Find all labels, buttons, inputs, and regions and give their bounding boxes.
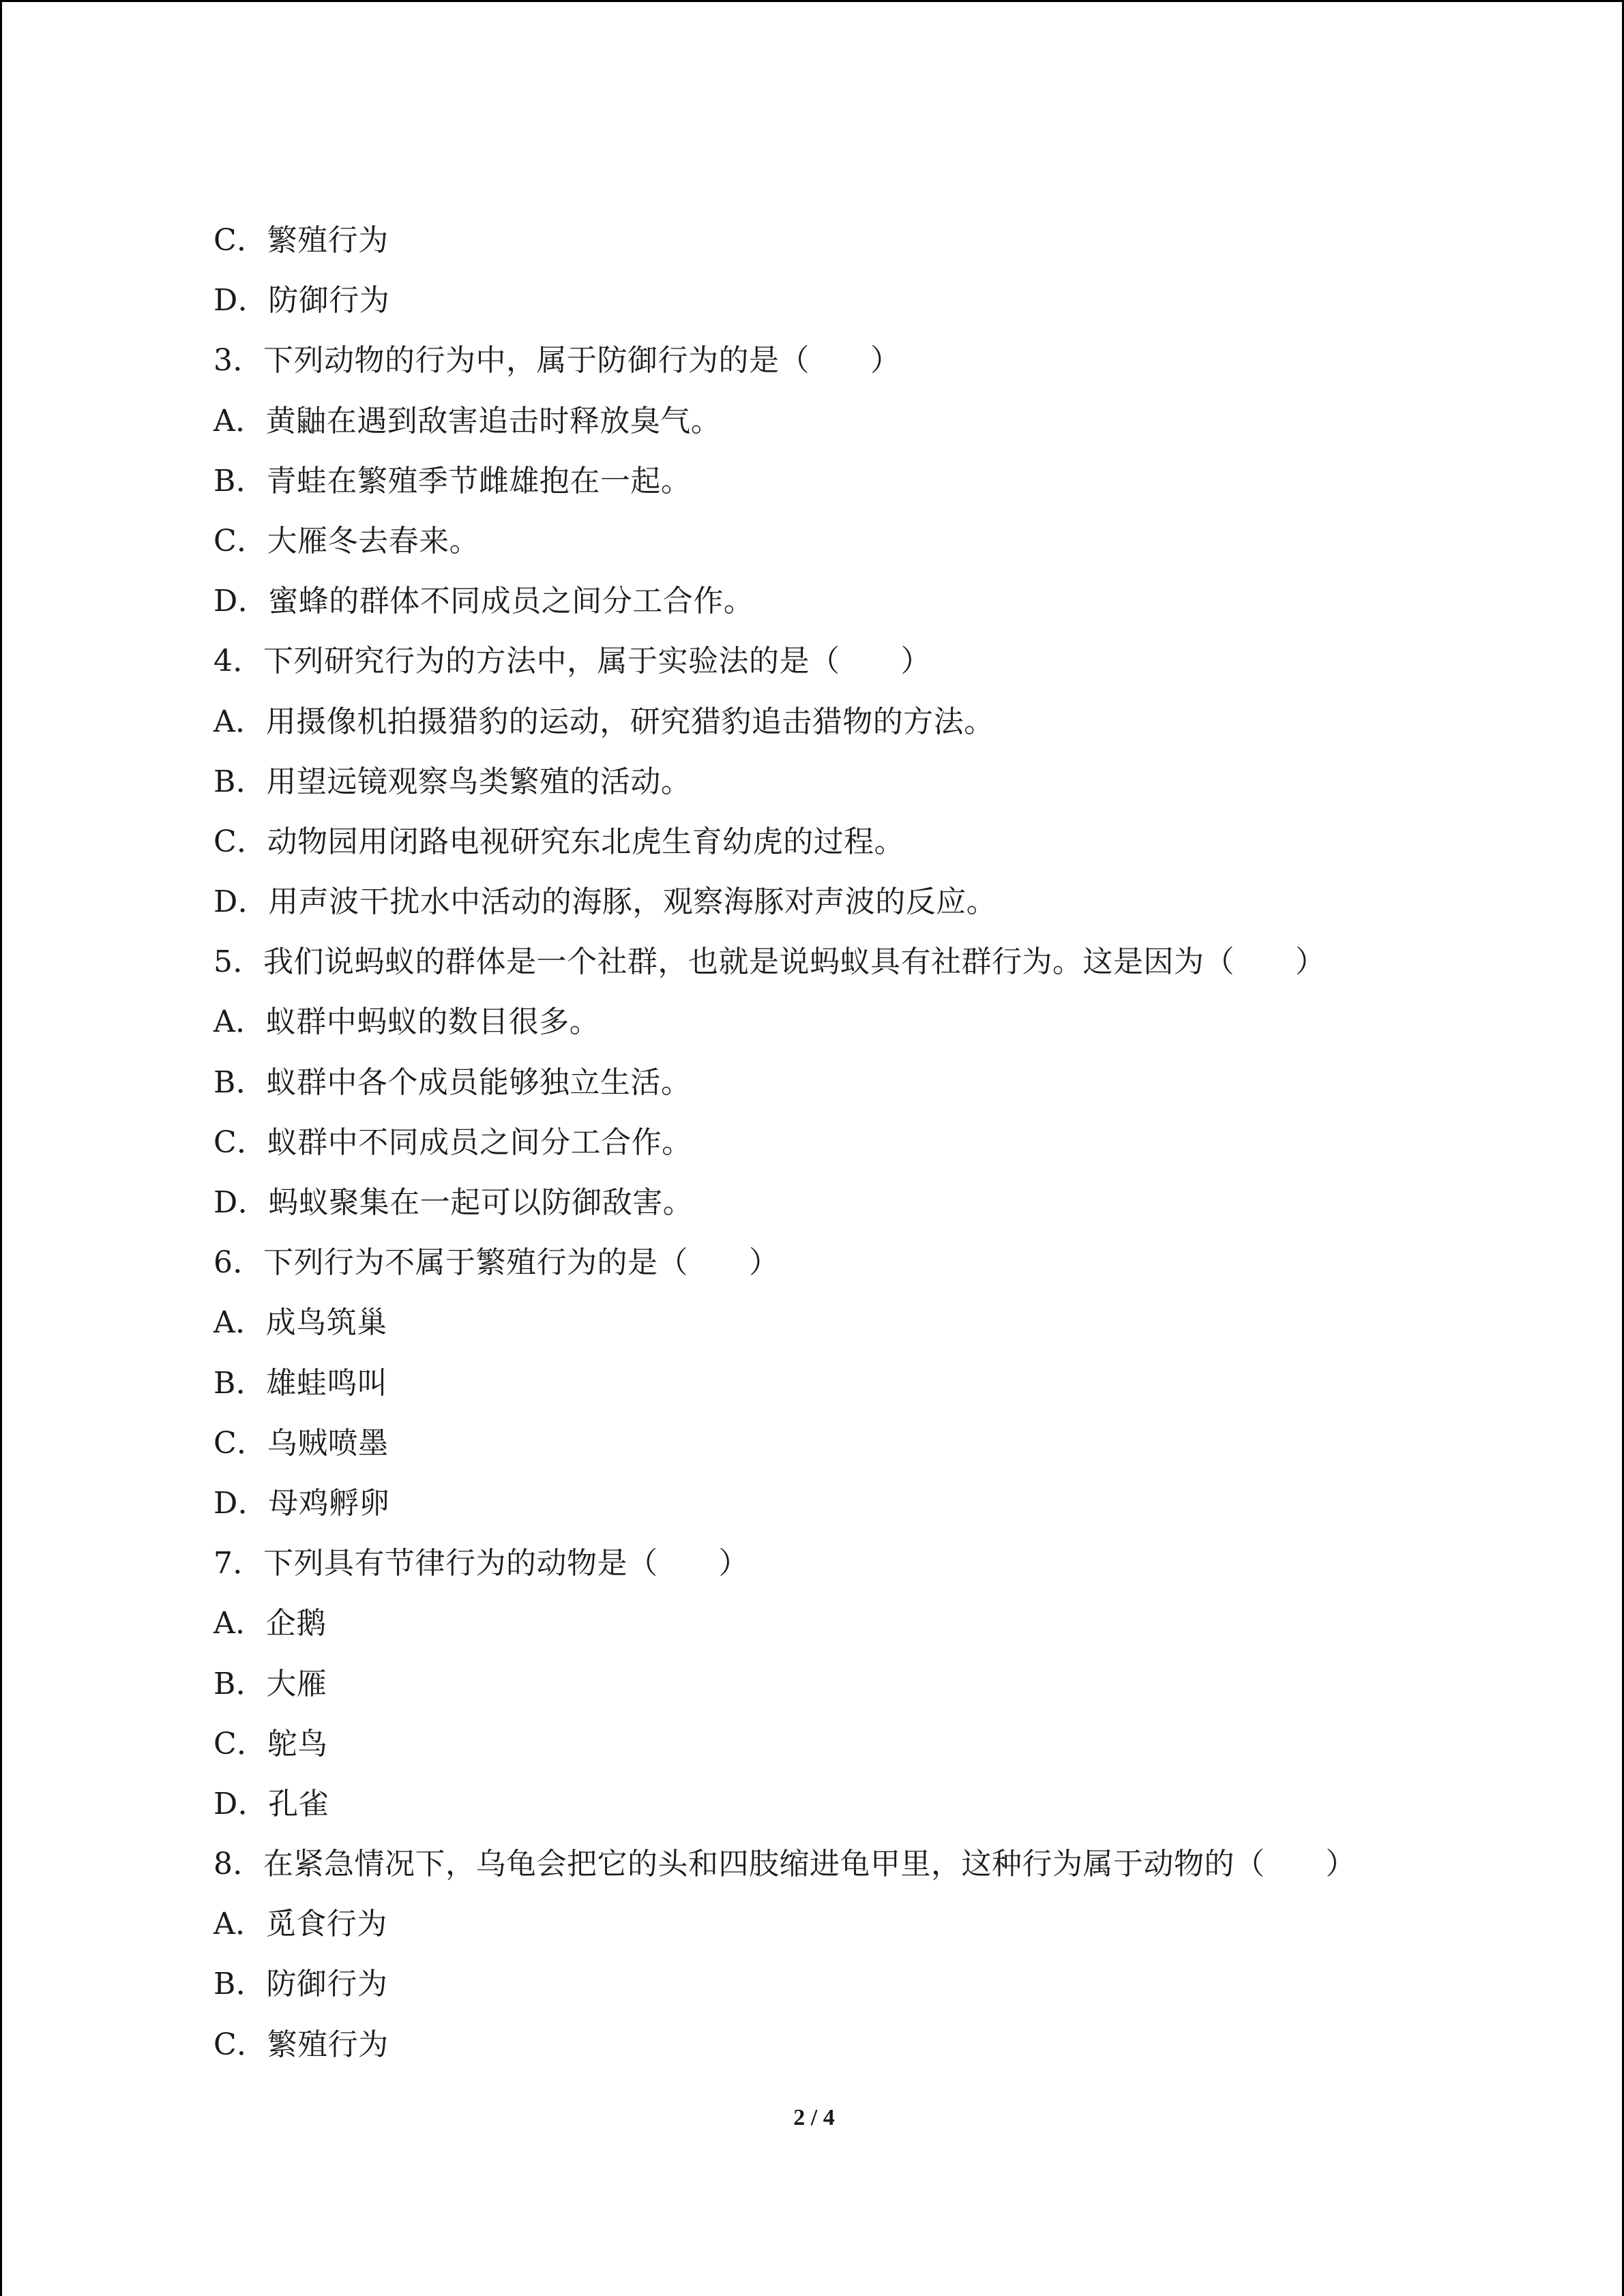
- question-stem: 5．我们说蚂蚁的群体是一个社群，也就是说蚂蚁具有社群行为。这是因为（ ）: [213, 944, 1326, 980]
- answer-option: C．大雁冬去春来。: [213, 523, 480, 558]
- question-stem: 7．下列具有节律行为的动物是（ ）: [213, 1546, 749, 1581]
- answer-option: A．用摄像机拍摄猎豹的运动，研究猎豹追击猎物的方法。: [213, 704, 994, 739]
- answer-option: B．用望远镜观察鸟类繁殖的活动。: [213, 764, 692, 799]
- answer-option: D．母鸡孵卵: [213, 1485, 390, 1521]
- question-stem: 4．下列研究行为的方法中，属于实验法的是（ ）: [213, 644, 931, 679]
- answer-option: C．乌贼喷墨: [213, 1425, 389, 1461]
- answer-option: A．觅食行为: [213, 1907, 387, 1942]
- answer-option: B．蚁群中各个成员能够独立生活。: [213, 1064, 692, 1100]
- answer-option: A．黄鼬在遇到敌害追击时释放臭气。: [213, 403, 722, 438]
- answer-option: A．蚁群中蚂蚁的数目很多。: [213, 1004, 600, 1040]
- answer-option: C．繁殖行为: [213, 223, 389, 258]
- answer-option: D．蜜蜂的群体不同成员之间分工合作。: [213, 584, 754, 619]
- question-stem: 3．下列动物的行为中，属于防御行为的是（ ）: [213, 343, 901, 378]
- answer-option: C．动物园用闭路电视研究东北虎生育幼虎的过程。: [213, 824, 905, 859]
- answer-option: B．青蛙在繁殖季节雌雄抱在一起。: [213, 463, 692, 498]
- answer-option: D．防御行为: [213, 283, 390, 318]
- answer-option: A．企鹅: [213, 1606, 327, 1641]
- answer-option: B．防御行为: [213, 1967, 388, 2002]
- answer-option: D．孔雀: [213, 1786, 329, 1821]
- answer-option: D．用声波干扰水中活动的海豚，观察海豚对声波的反应。: [213, 884, 997, 920]
- answer-option: C．鸵鸟: [213, 1726, 328, 1761]
- answer-option: D．蚂蚁聚集在一起可以防御敌害。: [213, 1185, 694, 1220]
- answer-option: C．蚁群中不同成员之间分工合作。: [213, 1124, 692, 1160]
- answer-option: C．繁殖行为: [213, 2027, 389, 2062]
- answer-option: A．成鸟筑巢: [213, 1305, 387, 1341]
- question-stem: 6．下列行为不属于繁殖行为的是（ ）: [213, 1245, 780, 1281]
- page-number: 2 / 4: [793, 2105, 835, 2130]
- question-stem: 8．在紧急情况下，乌龟会把它的头和四肢缩进龟甲里，这种行为属于动物的（ ）: [213, 1847, 1356, 1882]
- answer-option: B．雄蛙鸣叫: [213, 1365, 388, 1401]
- page-content: [213, 211, 1550, 2075]
- answer-option: B．大雁: [213, 1666, 327, 1701]
